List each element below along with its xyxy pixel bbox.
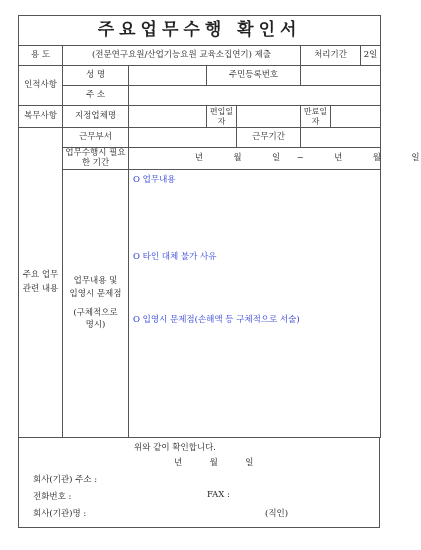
company-address-label: 회사(기관) 주소 : — [33, 475, 98, 485]
seal-label: (직인) — [265, 509, 289, 519]
personal-name-row — [19, 66, 381, 86]
needed-period-field[interactable] — [129, 148, 421, 170]
processing-period-label: 처리기간 — [301, 46, 361, 66]
confirm-text: 위와 같이 확인합니다. — [134, 443, 217, 453]
start-date-label: 편입일자 — [207, 106, 237, 128]
dept-row — [19, 128, 381, 148]
item-enlistment-problem: O 입영시 문제점(손해액 등 구체적으로 서술) — [133, 315, 300, 325]
main-sub-label-cell — [63, 170, 129, 438]
main-section-text: 주요 업무 관련 내용 — [22, 269, 59, 294]
end-date-label: 만료일자 — [301, 106, 331, 128]
form-title: 주요업무수행 확인서 — [19, 16, 381, 46]
service-section-label: 복무사항 — [19, 106, 63, 128]
processing-period-value: 2일 — [361, 46, 381, 66]
work-period-label: 근무기간 — [237, 128, 301, 148]
purpose-label: 용 도 — [19, 46, 63, 66]
id-number-field[interactable] — [301, 66, 381, 86]
main-content-field[interactable] — [129, 170, 381, 438]
period-tilde: ~ — [296, 153, 305, 164]
work-period-field[interactable] — [301, 128, 381, 148]
title-row — [19, 16, 381, 46]
name-label: 성 명 — [63, 66, 129, 86]
main-section-label — [19, 128, 63, 438]
start-date-field[interactable] — [237, 106, 301, 128]
company-name-label: 회사(기관)명 : — [33, 509, 87, 519]
personal-address-row — [19, 86, 381, 106]
footer-day: 일 — [245, 458, 254, 468]
purpose-row — [19, 46, 381, 66]
period-day-2: 일 — [411, 153, 421, 164]
item-work-content: O 업무내용 — [133, 175, 176, 185]
main-content-row — [19, 170, 381, 438]
needed-period-row — [19, 148, 381, 170]
period-year-1: 년 — [194, 153, 204, 164]
service-row — [19, 106, 381, 128]
dept-field[interactable] — [129, 128, 237, 148]
period-month-1: 월 — [233, 153, 243, 164]
phone-label: 전화번호 : — [33, 492, 72, 502]
period-year-2: 년 — [334, 153, 344, 164]
footer-month: 월 — [209, 458, 218, 468]
period-month-2: 월 — [372, 153, 382, 164]
form-table — [18, 15, 421, 438]
id-number-label: 주민등록번호 — [207, 66, 301, 86]
purpose-text: (전문연구요원/산업기능요원 교육소집연기) 제출 — [63, 46, 301, 66]
main-sub-label: 업무내용 및 입영시 문제점 — [69, 276, 122, 299]
name-field[interactable] — [129, 66, 207, 86]
period-day-1: 일 — [271, 153, 282, 164]
footer-year: 년 — [174, 458, 183, 468]
company-label: 지정업체명 — [63, 106, 129, 128]
end-date-field[interactable] — [331, 106, 381, 128]
address-label: 주 소 — [63, 86, 129, 106]
company-field[interactable] — [129, 106, 207, 128]
fax-label: FAX : — [207, 490, 230, 500]
needed-period-label: 업무수행시 필요한 기간 — [63, 148, 129, 170]
footer — [18, 438, 380, 528]
address-field[interactable] — [129, 86, 381, 106]
dept-label: 근무부서 — [63, 128, 129, 148]
confirmation-form — [18, 15, 421, 545]
item-irreplaceable-reason: O 타인 대체 불가 사유 — [133, 252, 217, 262]
main-sub-note: (구체적으로 명시) — [73, 307, 118, 331]
personal-section-label: 인적사항 — [19, 66, 63, 106]
footer-date — [174, 456, 253, 468]
